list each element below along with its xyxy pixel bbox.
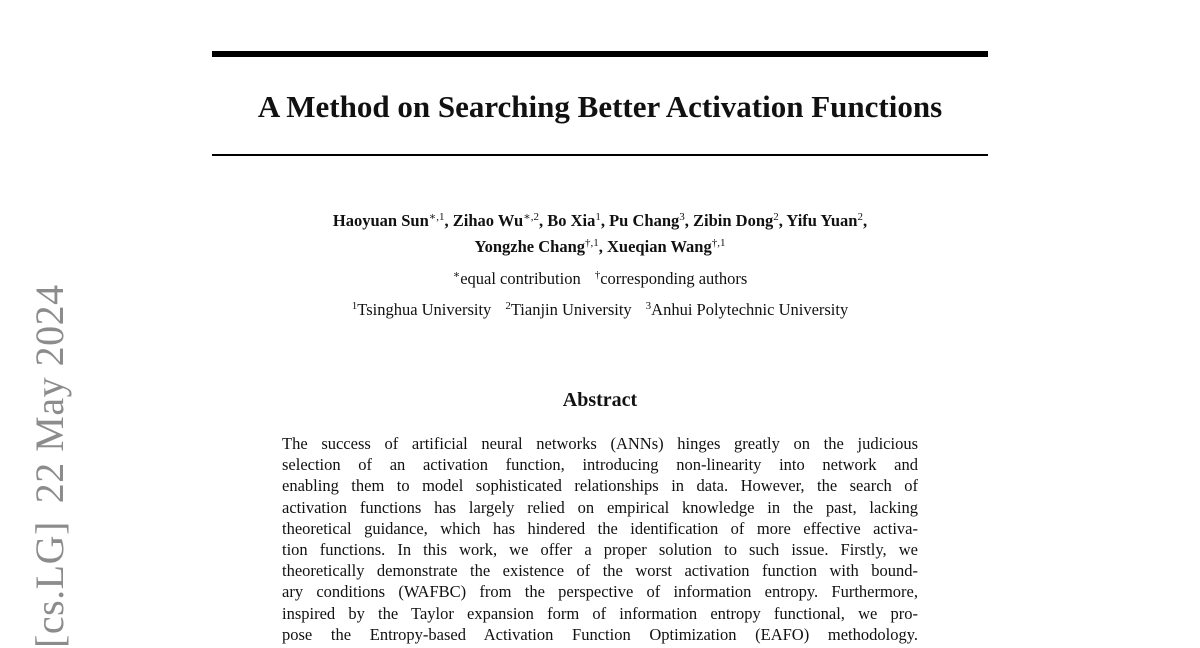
author-name: Pu Chang [609,211,680,230]
author-separator: , [862,211,868,230]
author-separator: , [778,211,787,230]
author-line-2 [212,234,988,260]
affiliation-name: Tianjin University [510,300,632,319]
affiliation-name: Tsinghua University [357,300,492,319]
author-mark: †,1 [711,237,726,249]
author-mark: 3 [679,211,685,223]
abstract-line: enabling them to model sophisticated relationships in data. However, the search of [282,476,918,496]
author-mark: 2 [857,211,863,223]
title-rule-top [212,51,988,57]
arxiv-date: 22 May 2024 [27,284,72,504]
abstract-heading: Abstract [562,389,638,411]
author-separator: , [600,211,610,230]
affiliation-name: Anhui Polytechnic University [651,300,849,319]
author-separator: , [684,211,693,230]
author-list [212,208,988,260]
abstract-line: The success of artificial neural networks (ANNs) hinges greatly on the judicious [282,434,918,453]
author-name: Yongzhe Chang [474,237,586,256]
author-mark: ∗,1 [428,211,445,223]
paper-title: A Method on Searching Better Activation Functions [257,89,943,124]
note-text: equal contribution [460,269,581,288]
author-mark: 2 [773,211,779,223]
note-mark: ∗ [452,269,461,281]
affiliation-mark: 3 [645,300,652,312]
author-mark: 1 [595,211,601,223]
author-line-1 [212,208,988,234]
affiliations [212,298,988,322]
author-name: Zibin Dong [693,211,774,230]
author-name: Xueqian Wang [607,237,712,256]
affiliation-mark: 1 [351,300,358,312]
arxiv-category: [cs.LG] [27,521,72,648]
note-mark: † [594,269,601,281]
author-name: Bo Xia [547,211,596,230]
abstract-line: theoretically demonstrate the existence of the worst activation function with bound- [282,561,918,581]
author-separator: , [598,237,608,256]
author-name: Zihao Wu [452,211,524,230]
author-name: Haoyuan Sun [332,211,429,230]
author-separator: , [444,211,453,230]
author-separator: , [538,211,548,230]
abstract-body [282,433,918,645]
abstract-line: inspired by the Taylor expansion form of information entropy functional, we pro- [282,603,918,623]
author-mark: †,1 [585,237,599,249]
author-name: Yifu Yuan [786,211,858,230]
abstract-line: pose the Entropy-based Activation Function Optimization (EAFO) methodology. [282,624,918,644]
title-rule-bottom [212,154,988,156]
abstract-line: tion functions. In this work, we offer a proper solution to such issue. Firstly, we [282,540,918,560]
abstract-line: ary conditions (WAFBC) from the perspective of information entropy. Furthermore, [282,582,918,602]
author-mark: ∗,2 [523,211,539,223]
affiliation-mark: 2 [505,300,511,312]
contribution-notes [212,267,988,291]
abstract-line: activation functions has largely relied on empirical knowledge in the past, lacking [282,497,918,517]
abstract-line: selection of an activation function, introducing non-linearity into network and [282,455,918,475]
abstract-line: theoretical guidance, which has hindered the identification of more effective activa- [282,518,918,538]
note-text: corresponding authors [600,269,748,288]
arxiv-side-stamp [26,284,73,648]
